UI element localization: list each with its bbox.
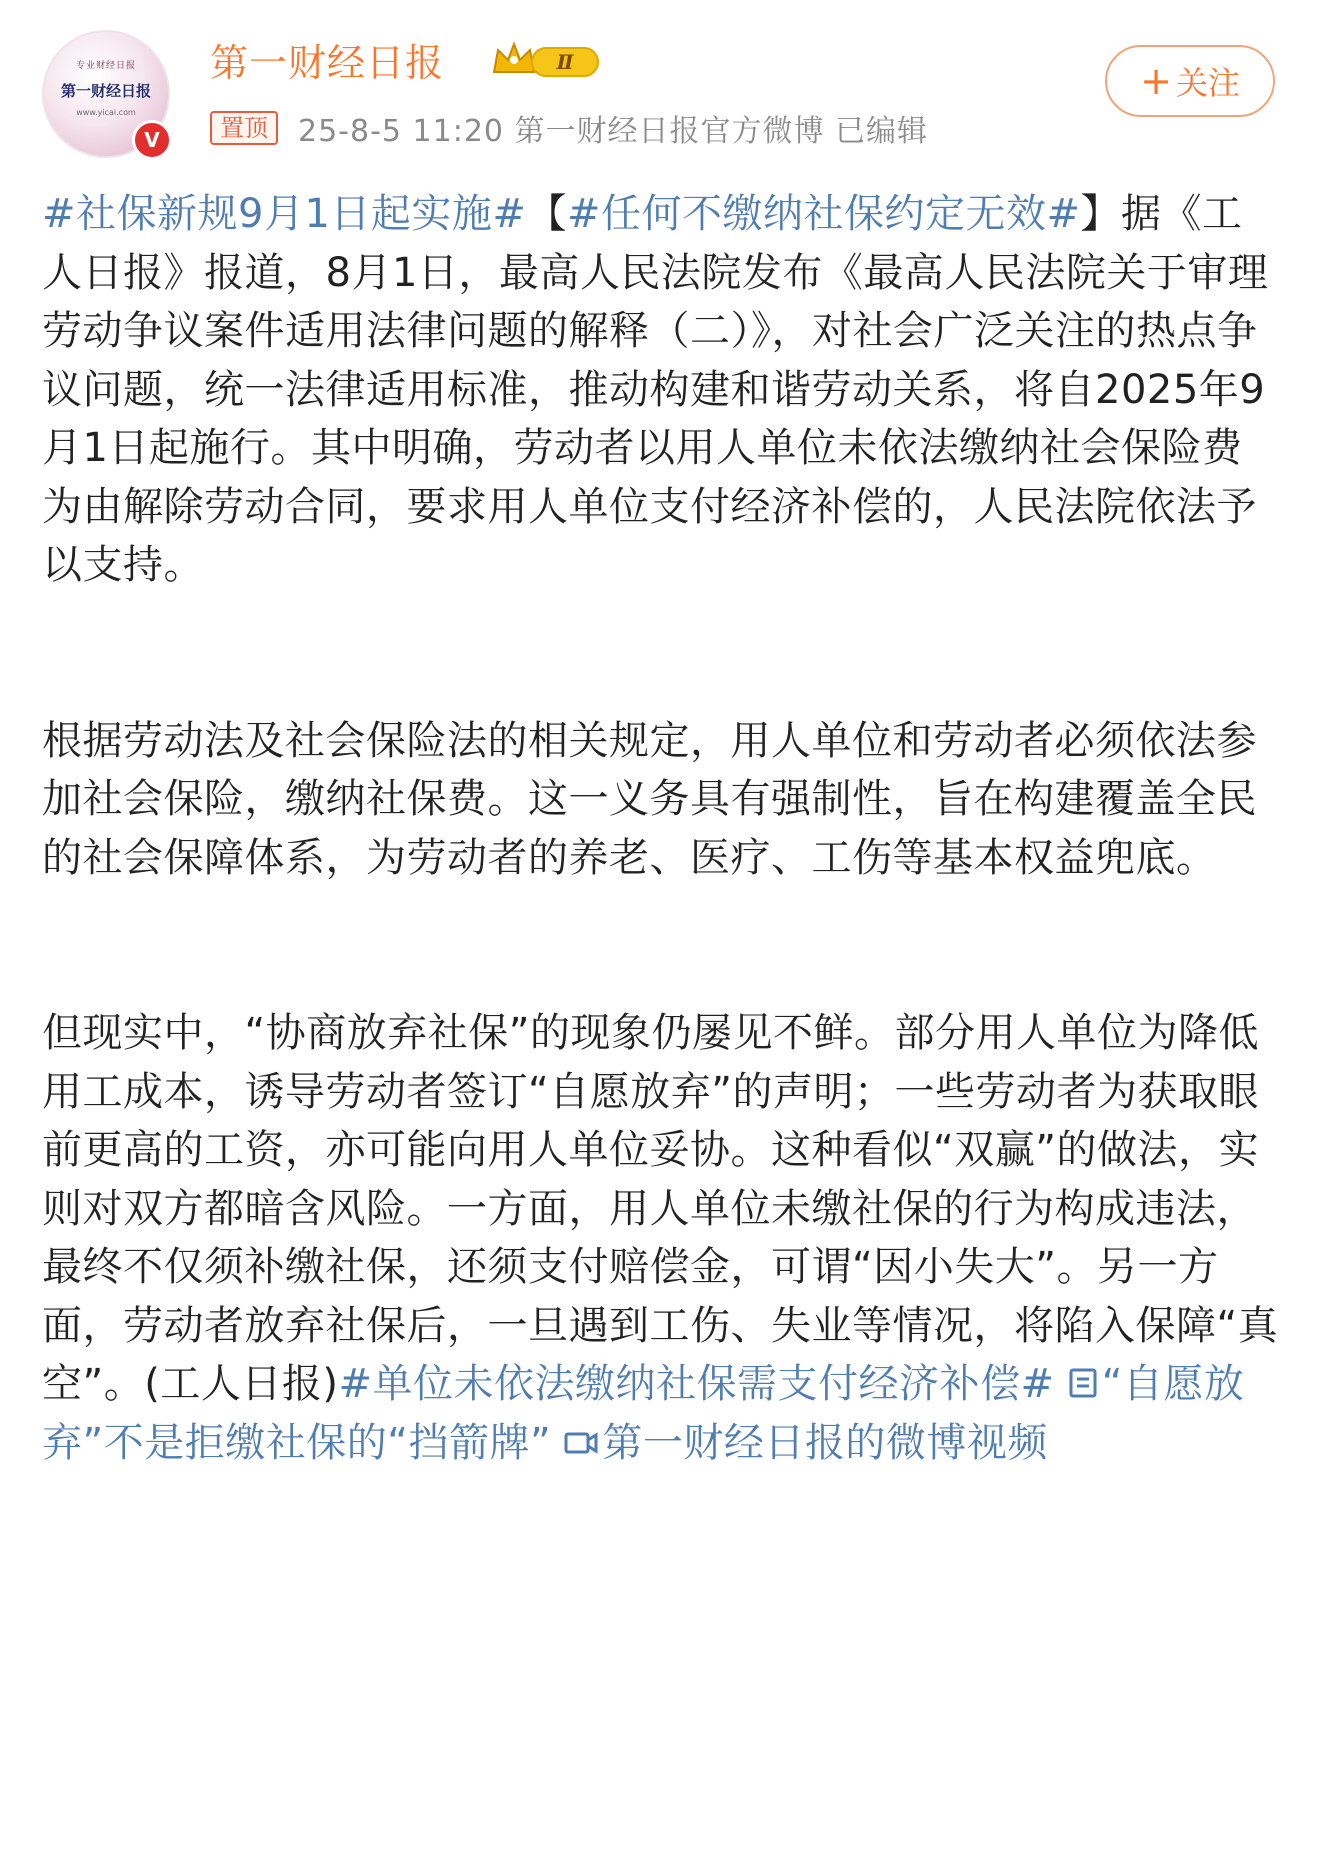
paragraph-gap bbox=[42, 595, 1280, 712]
level-text: Ⅱ bbox=[556, 50, 574, 74]
paragraph-gap bbox=[42, 887, 1280, 1004]
video-icon bbox=[564, 1428, 598, 1458]
post-paragraph-3 bbox=[42, 1004, 1280, 1472]
article-icon bbox=[1068, 1367, 1098, 1399]
article-link-text: “自愿放弃”不是拒缴社保的“挡箭牌” bbox=[42, 1361, 1245, 1466]
topic-tag-link[interactable]: #单位未依法缴纳社保需支付经济补偿# bbox=[338, 1361, 1055, 1407]
topic-tag-link[interactable]: #社保新规9月1日起实施# bbox=[42, 191, 527, 237]
video-link-text: 第一财经日报的微博视频 bbox=[602, 1419, 1048, 1466]
video-link[interactable] bbox=[564, 1420, 1048, 1466]
post-meta-text: 25-8-5 11:20 第一财经日报官方微博 已编辑 bbox=[298, 114, 929, 149]
account-name[interactable]: 第一财经日报 bbox=[210, 41, 445, 85]
topic-tag-link[interactable]: #任何不缴纳社保约定无效# bbox=[566, 191, 1081, 237]
paragraph-text: 但现实中，“协商放弃社保”的现象仍屡见不鲜。部分用人单位为降低用工成本，诱导劳动者签订“自愿放弃”的声明；一些劳动者为获取眼前更高的工资，亦可能向用人单位妥协。这种看似“双赢”的做法，实则对双方都暗含风险。一方面，用人单位未缴社保的行为构成违法，最终不仅须补缴社保，还须支付赔偿金，可谓“因小失大”。另一方面，劳动者放弃社保后，一旦遇到工伤、失业等情况，将陷入保障“真空”。(工人日报) bbox=[42, 1010, 1279, 1407]
avatar-url-text: www.yicai.com bbox=[76, 108, 136, 117]
crown-level-icon[interactable] bbox=[490, 38, 608, 82]
paragraph-text: 据《工人日报》报道，8月1日，最高人民法院发布《最高人民法院关于审理劳动争议案件适用法律问题的解释（二）》，对社会广泛关注的热点争议问题，统一法律适用标准，推动构建和谐劳动关系，将自2025年9月1日起施行。其中明确，劳动者以用人单位未依法缴纳社会保险费为由解除劳动合同，要求用人单位支付经济补偿的，人民法院依法予以支持。 bbox=[42, 191, 1269, 588]
post-content bbox=[42, 185, 1280, 1472]
post-meta bbox=[210, 106, 928, 150]
avatar-top-text: 专业财经日报 bbox=[75, 61, 136, 71]
post-paragraph-2: 根据劳动法及社会保险法的相关规定，用人单位和劳动者必须依法参加社会保险，缴纳社保费。这一义务具有强制性，旨在构建覆盖全民的社会保障体系，为劳动者的养老、医疗、工伤等基本权益兜底。 bbox=[42, 717, 1257, 881]
post-paragraph-1 bbox=[42, 185, 1280, 595]
plus-icon: + bbox=[1140, 59, 1172, 103]
bracket-open: 【 bbox=[526, 191, 567, 237]
follow-button[interactable] bbox=[1105, 45, 1275, 117]
verified-v-icon: V bbox=[132, 120, 172, 160]
crown-gem bbox=[510, 56, 518, 64]
bracket-close: 】 bbox=[1080, 191, 1121, 237]
post-header bbox=[0, 0, 1320, 180]
pinned-badge: 置顶 bbox=[210, 111, 278, 145]
avatar[interactable] bbox=[42, 30, 174, 162]
avatar-name-text: 第一财经日报 bbox=[60, 82, 151, 100]
follow-button-label: 关注 bbox=[1175, 64, 1240, 102]
